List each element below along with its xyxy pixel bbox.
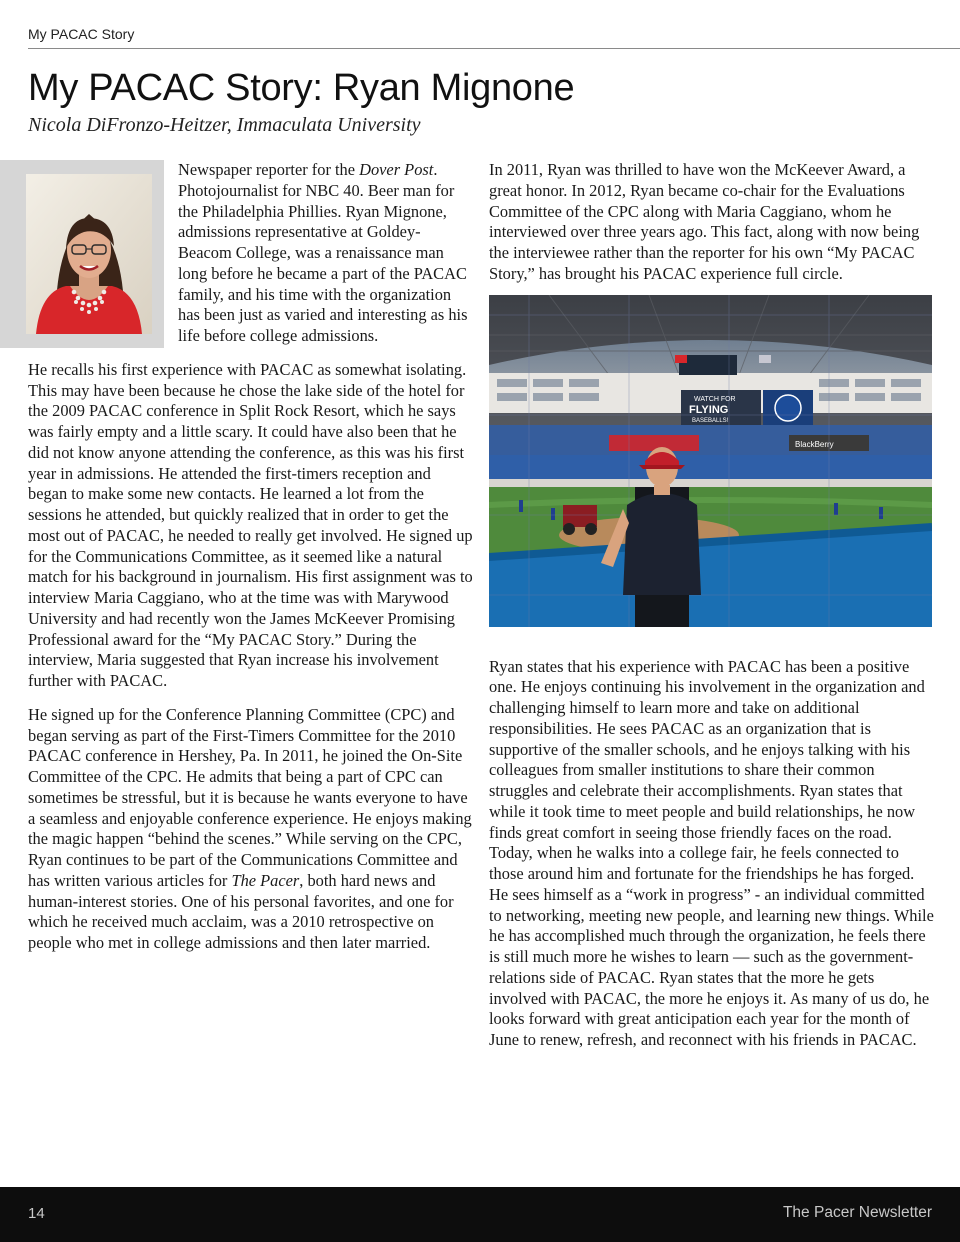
scoreboard-text: FLYING <box>689 403 729 416</box>
page-footer <box>0 1187 960 1242</box>
newsletter-name: The Pacer Newsletter <box>782 1204 932 1221</box>
article-column-left <box>28 160 474 967</box>
author-photo-frame <box>0 160 164 348</box>
body-paragraph: He recalls his first experience with PACAC as somewhat isolating. This may have been because he chose the lake side of the hotel for the 2009 PACAC conference in Split Rock Resort, which he says was fairly empty and a little scary. It could have also been that he did not know anyone attending the conference, as this was his first year in admissions. He attended the first-timers reception and began to make some new contacts. He learned a lot from the sessions he attended, but quickly realized that in order to get the most out of PACAC, he needed to really get involved. He signed up for the Communications Committee, as it seemed like a natural match for his background in journalism. His first assignment was to interview Maria Caggiano, who at the time was with Marywood University and had recently won the James McKeever Promising Professional award for the “My PACAC Story.” During the interview, Maria suggested that Ryan increase his involvement further with PACAC. <box>28 359 473 690</box>
article-column-right <box>489 160 935 1064</box>
body-paragraph: In 2011, Ryan was thrilled to have won the McKeever Award, a great honor. In 2012, Ryan became co-chair for the Evaluations Committee of the CPC along with Maria Caggiano, whom he interviewed over three years ago. This fact, along with now being the interviewee rather than the reporter for his own “My PACAC Story,” has brought his PACAC experience full circle. <box>489 160 920 283</box>
page-number: 14 <box>28 1205 45 1222</box>
scoreboard-text: BASEBALLS! <box>692 417 729 424</box>
header-divider <box>28 48 960 49</box>
body-paragraph: Ryan states that his experience with PACAC has been a positive one. He enjoys continuing his involvement in the organization and challenging himself to learn more and take on additional responsibilities. He sees PACAC as an organization that is supportive of the smaller schools, and he enjoys talking with his colleagues from smaller institutions to share their common struggles and celebrate their accomplishments. Ryan states that while it took time to meet people and build relationships, he now finds great comfort in seeing those friendly faces on the road. Today, when he walks into a college fair, he feels connected to those around him and fortunate for the friendships he has forged. He sees himself as a “work in progress” - an individual committed to networking, meeting new people, and learning new things. While he has accomplished much through the organization, he feels there is still much more he wishes to learn — such as the government-relations side of PACAC. Ryan states that the more he gets involved with PACAC, the more he enjoys it. As many of us do, he looks forward with great anticipation each year for the month of June to renew, refresh, and reconnect with his friends in PACAC. <box>489 656 934 1049</box>
article-title: My PACAC Story: Ryan Mignone <box>28 67 575 109</box>
author-headshot-photo <box>26 174 152 334</box>
ad-board-text: BlackBerry <box>795 439 834 449</box>
intro-paragraph: Newspaper reporter for the Dover Post. Photojournalist for NBC 40. Beer man for the Philadelphia Phillies. Ryan Mignone, admissions representative at Goldey-Beacom College, was a renaissance man long before he became a part of the PACAC family, and his time with the organization has been just as varied and interesting as his life before college admissions. <box>178 160 468 345</box>
article-byline: Nicola DiFronzo-Heitzer, Immaculata University <box>28 114 421 136</box>
scoreboard-text: WATCH FOR <box>694 395 736 403</box>
publication-name: The Pacer <box>231 870 300 890</box>
body-paragraph: He signed up for the Conference Planning Committee (CPC) and began serving as part of the First-Timers Committee for the 2010 PACAC conference in Hershey, Pa. In 2011, he joined the On-Site Committee of the CPC. He admits that being a part of CPC can sometimes be stressful, but it is because he wants everyone to have a seamless and enjoyable conference experience. He enjoys making the magic happen “behind the scenes.” While serving on the CPC, Ryan continues to be part of the Communications Committee and has written various articles for The Pacer, both hard news and human-interest stories. One of his personal favorites, and one for which he received much acclaim, was a 2010 retrospective on people who met in college admissions and then later married. <box>28 704 472 952</box>
publication-name: Dover Post <box>359 160 434 179</box>
stadium-photo <box>489 295 932 627</box>
section-label: My PACAC Story <box>28 26 135 42</box>
